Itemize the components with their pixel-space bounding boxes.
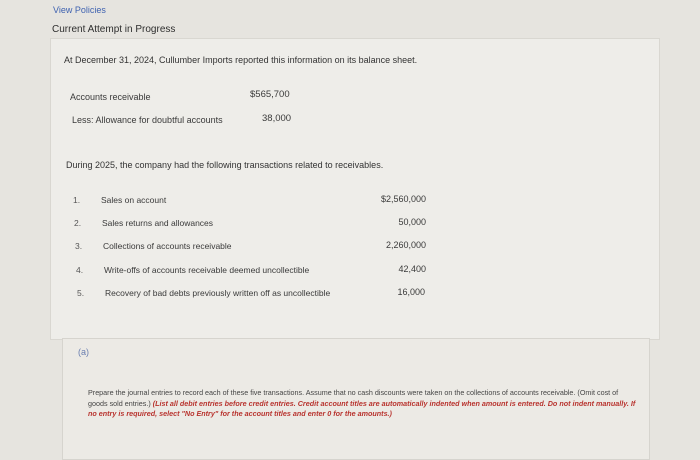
- transaction-amount: $2,560,000: [380, 194, 426, 204]
- transactions-intro: During 2025, the company had the following transactions related to receivables.: [66, 160, 384, 170]
- transaction-number: 1.: [73, 195, 81, 205]
- transaction-description: Sales returns and allowances: [102, 218, 214, 228]
- problem-intro: At December 31, 2024, Cullumber Imports reported this information on its balance sheet.: [64, 55, 418, 65]
- instructions-emphasis: (List all debit entries before credit entries. Credit account titles are automatically indented when amount is entered. Do not indent manually. If no entry is required, select "No Entry" for the account titles and enter 0 for the amounts.): [88, 398, 636, 418]
- balance-value-accounts-receivable: $565,700: [250, 89, 290, 100]
- balance-label-accounts-receivable: Accounts receivable: [70, 92, 151, 102]
- transaction-description: Recovery of bad debts previously written off as uncollectible: [105, 288, 331, 298]
- part-a-instructions: [88, 388, 638, 420]
- transaction-amount: 50,000: [398, 217, 426, 227]
- transaction-description: Sales on account: [101, 195, 167, 205]
- transaction-number: 3.: [75, 241, 83, 251]
- view-policies-link[interactable]: View Policies: [53, 5, 106, 15]
- transaction-number: 5.: [77, 288, 85, 298]
- part-a-label: (a): [78, 347, 89, 357]
- transaction-number: 2.: [74, 218, 82, 228]
- instructions-text: Prepare the journal entries to record each of these five transactions. Assume that no cash discounts were taken on the collections of accounts receivable. (Omit cost of goods sold entries.): [88, 388, 619, 408]
- transaction-description: Write-offs of accounts receivable deemed uncollectible: [104, 265, 310, 275]
- transaction-amount: 16,000: [397, 287, 425, 297]
- transaction-amount: 2,260,000: [385, 240, 426, 250]
- transaction-amount: 42,400: [398, 264, 426, 274]
- transaction-number: 4.: [76, 265, 84, 275]
- balance-label-allowance: Less: Allowance for doubtful accounts: [72, 115, 223, 125]
- transaction-description: Collections of accounts receivable: [103, 241, 232, 251]
- balance-value-allowance: 38,000: [262, 113, 292, 124]
- attempt-status: Current Attempt in Progress: [52, 24, 176, 35]
